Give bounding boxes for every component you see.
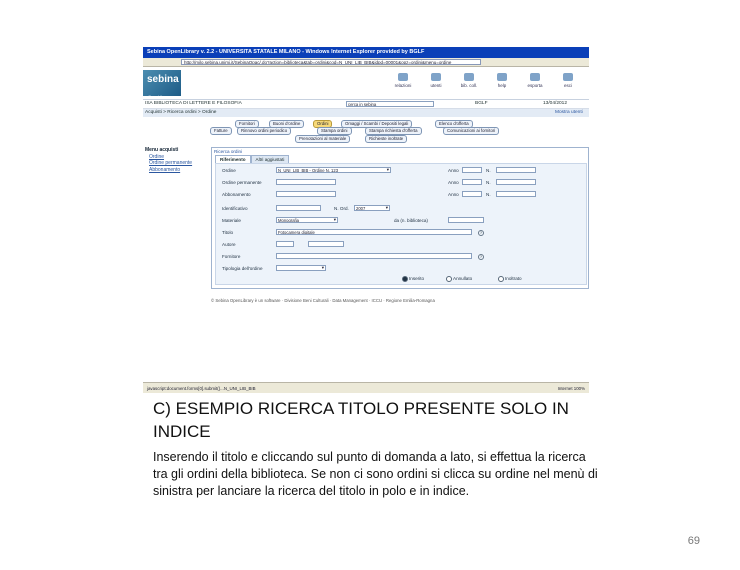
sidebar-item-ordine[interactable]: Ordine (149, 153, 165, 160)
library-strip (143, 100, 589, 109)
address-input[interactable]: http://milo.sebina.unimi.it/SebinaOpac/.do?action=biblioteca&tab=ordini&cod=N_UNI_LIB_BIB&idpd=00001&opz=ordini&menu=ordine (181, 59, 481, 65)
page-number: 69 (687, 535, 700, 547)
nav-stampa-ordini[interactable]: Stampa ordini (317, 127, 352, 135)
bib-coll-tool[interactable]: bib. coll. (455, 73, 483, 88)
panel-tabs (215, 155, 289, 163)
question-mark-icon[interactable]: ? (478, 230, 484, 236)
autore-input-1[interactable] (276, 241, 294, 247)
visita-link[interactable]: Mostra utenti (555, 110, 583, 115)
titolo-label: Titolo (222, 230, 234, 235)
numero-input-1[interactable] (496, 167, 536, 173)
breadcrumb-strip (143, 109, 589, 117)
esci-icon (563, 73, 573, 81)
autore-label: Autore (222, 242, 236, 247)
identificativo-input[interactable] (276, 205, 321, 211)
radio-annullato-dot (446, 276, 452, 282)
numero-input-2[interactable] (496, 179, 536, 185)
panel-title: Ricerca ordini (214, 149, 243, 154)
nav-omaggi[interactable]: Omaggi / Scambi / Depositi legali (341, 120, 412, 128)
anno-input-3[interactable] (462, 191, 482, 197)
relazioni-tool[interactable]: relazioni (389, 73, 417, 88)
nav-richieste[interactable]: Richieste inoltrate (365, 135, 407, 143)
address-bar (143, 58, 589, 67)
autore-input-2[interactable] (308, 241, 344, 247)
date-label: 13/04/2012 (543, 101, 568, 106)
ordine-label: Ordine (222, 168, 236, 173)
window-title-bar: Sebina OpenLibrary v. 2.2 - UNIVERSITA STATALE MILANO - Windows Internet Explorer provided by BGLF (143, 47, 589, 58)
nav-ordini[interactable]: Ordini (313, 120, 332, 128)
materiale-label: Materiale (222, 218, 241, 223)
search-panel (211, 147, 589, 289)
utenti-tool[interactable]: utenti (422, 73, 450, 88)
anno-input-1[interactable] (462, 167, 482, 173)
tab-riferimento[interactable]: Riferimento (215, 155, 251, 164)
tipologia-select[interactable] (276, 265, 326, 271)
radio-inoltrato[interactable]: Inoltrato (498, 276, 522, 282)
nav-row-3 (205, 135, 545, 143)
bib-coll-icon (464, 73, 474, 81)
sebina-logo: sebina OpenLibrary (143, 70, 181, 96)
nav-comunicazioni[interactable]: Comunicazioni ai fornitori (443, 127, 499, 135)
search-input[interactable]: cerca in sebina (346, 101, 434, 107)
fornitore-input[interactable] (276, 253, 472, 259)
relazioni-icon (398, 73, 408, 81)
breadcrumb: Acquisti > Ricerca ordini > Ordine (145, 110, 217, 115)
user-label: BGLF (475, 101, 488, 106)
dalla-label: da (n. biblioteca) (394, 218, 428, 223)
num-ordine-label: N. Ord. (334, 206, 349, 211)
app-footer: © Sebina OpenLibrary è un software · Divisione Beni Culturali · Data Management · ICCU · Regione Emilia-Romagna (211, 298, 435, 303)
radio-inserito[interactable]: Inserito (402, 276, 424, 282)
help-tool[interactable]: help (488, 73, 516, 88)
ordine-select[interactable]: N_UNI_LIB_BIB - Ordine N. 123 ▾ (276, 167, 391, 173)
sidebar-title: Menu acquisti (145, 147, 179, 153)
titolo-input[interactable]: Fotocamera digitale (276, 229, 472, 235)
status-bar (143, 382, 589, 393)
esporta-tool[interactable]: esporta (521, 73, 549, 88)
help-icon (497, 73, 507, 81)
anno-label-1: Anno (448, 168, 459, 173)
nav-row-2 (205, 127, 545, 135)
radio-inserito-dot (402, 276, 408, 282)
status-zone: Internet 100% (557, 386, 585, 391)
app-header (143, 67, 589, 100)
anno-input-2[interactable] (462, 179, 482, 185)
identificativo-label: Identificativo (222, 206, 248, 211)
slide-heading: C) ESEMPIO RICERCA TITOLO PRESENTE SOLO IN INDICE (153, 399, 569, 441)
utenti-icon (431, 73, 441, 81)
nav-fornitori[interactable]: Fornitori (235, 120, 259, 128)
dalla-input[interactable] (448, 217, 484, 223)
nav-prenotazioni[interactable]: Prenotazioni al materiale (295, 135, 350, 143)
library-name: ISA BIBLIOTECA DI LETTERE E FILOSOFIA (145, 101, 242, 106)
abbonamento-label: Abbonamento (222, 192, 251, 197)
sidebar-item-ordine-permanente[interactable]: Ordine permanente (149, 160, 193, 166)
ordine-perm-label: Ordine permanente (222, 180, 262, 185)
esci-tool[interactable]: esci (554, 73, 582, 88)
tab-altri[interactable]: Altri aggiustati (251, 155, 290, 164)
fornitore-label: Fornitore (222, 254, 241, 259)
tipologia-label: Tipologia dell'ordine (222, 266, 263, 271)
abbonamento-input[interactable] (276, 191, 336, 197)
materiale-select[interactable]: Monografia ▾ (276, 217, 338, 223)
sidebar-item-abbonamento[interactable]: Abbonamento (149, 166, 181, 173)
nav-fatture[interactable]: Fatture (210, 127, 232, 135)
sidebar (143, 147, 207, 173)
nav-elenco-offerta[interactable]: Elenco d'offerta (435, 120, 473, 128)
anno-label-3: Anno (448, 192, 459, 197)
search-form: Ordine N_UNI_LIB_BIB - Ordine N. 123 ▾ Anno N. Ordine permanente Anno N. Abbonamento Anno N. Identificativo N. Ord. 2007 ▾ Materiale Monografia ▾ da (n. biblioteca) Titolo Fotocamera digitale ? Autore Fornitore ? Tipologia dell'ordine ▾ Inserito Annullato Inoltrato (215, 163, 587, 285)
status-text: javascript:document.forms[0].submit()...N_UNI_LIB_BIB (147, 386, 256, 391)
fornitore-question-icon[interactable]: ? (478, 254, 484, 260)
esporta-icon (530, 73, 540, 81)
numero-input-3[interactable] (496, 191, 536, 197)
num-ordine-select[interactable]: 2007 ▾ (354, 205, 390, 211)
screenshot-image (143, 47, 589, 393)
nav-buoni-ordine[interactable]: Buoni d'ordine (269, 120, 304, 128)
nav-rinnovo[interactable]: Rinnovo ordini periodico (237, 127, 291, 135)
radio-inoltrato-dot (498, 276, 504, 282)
radio-annullato[interactable]: Annullato (446, 276, 472, 282)
ordine-perm-input[interactable] (276, 179, 336, 185)
nav-stampa-richiesta[interactable]: Stampa richiesta d'offerta (365, 127, 422, 135)
anno-label-2: Anno (448, 180, 459, 185)
slide-paragraph: Inserendo il titolo e cliccando sul punto di domanda a lato, si effettua la ricerca tra gli ordini della biblioteca. Se non ci sono ordini si clicca su ordine nel menù di sinistra per lanciare la ricerca del titolo in polo e in indice. (153, 450, 598, 498)
